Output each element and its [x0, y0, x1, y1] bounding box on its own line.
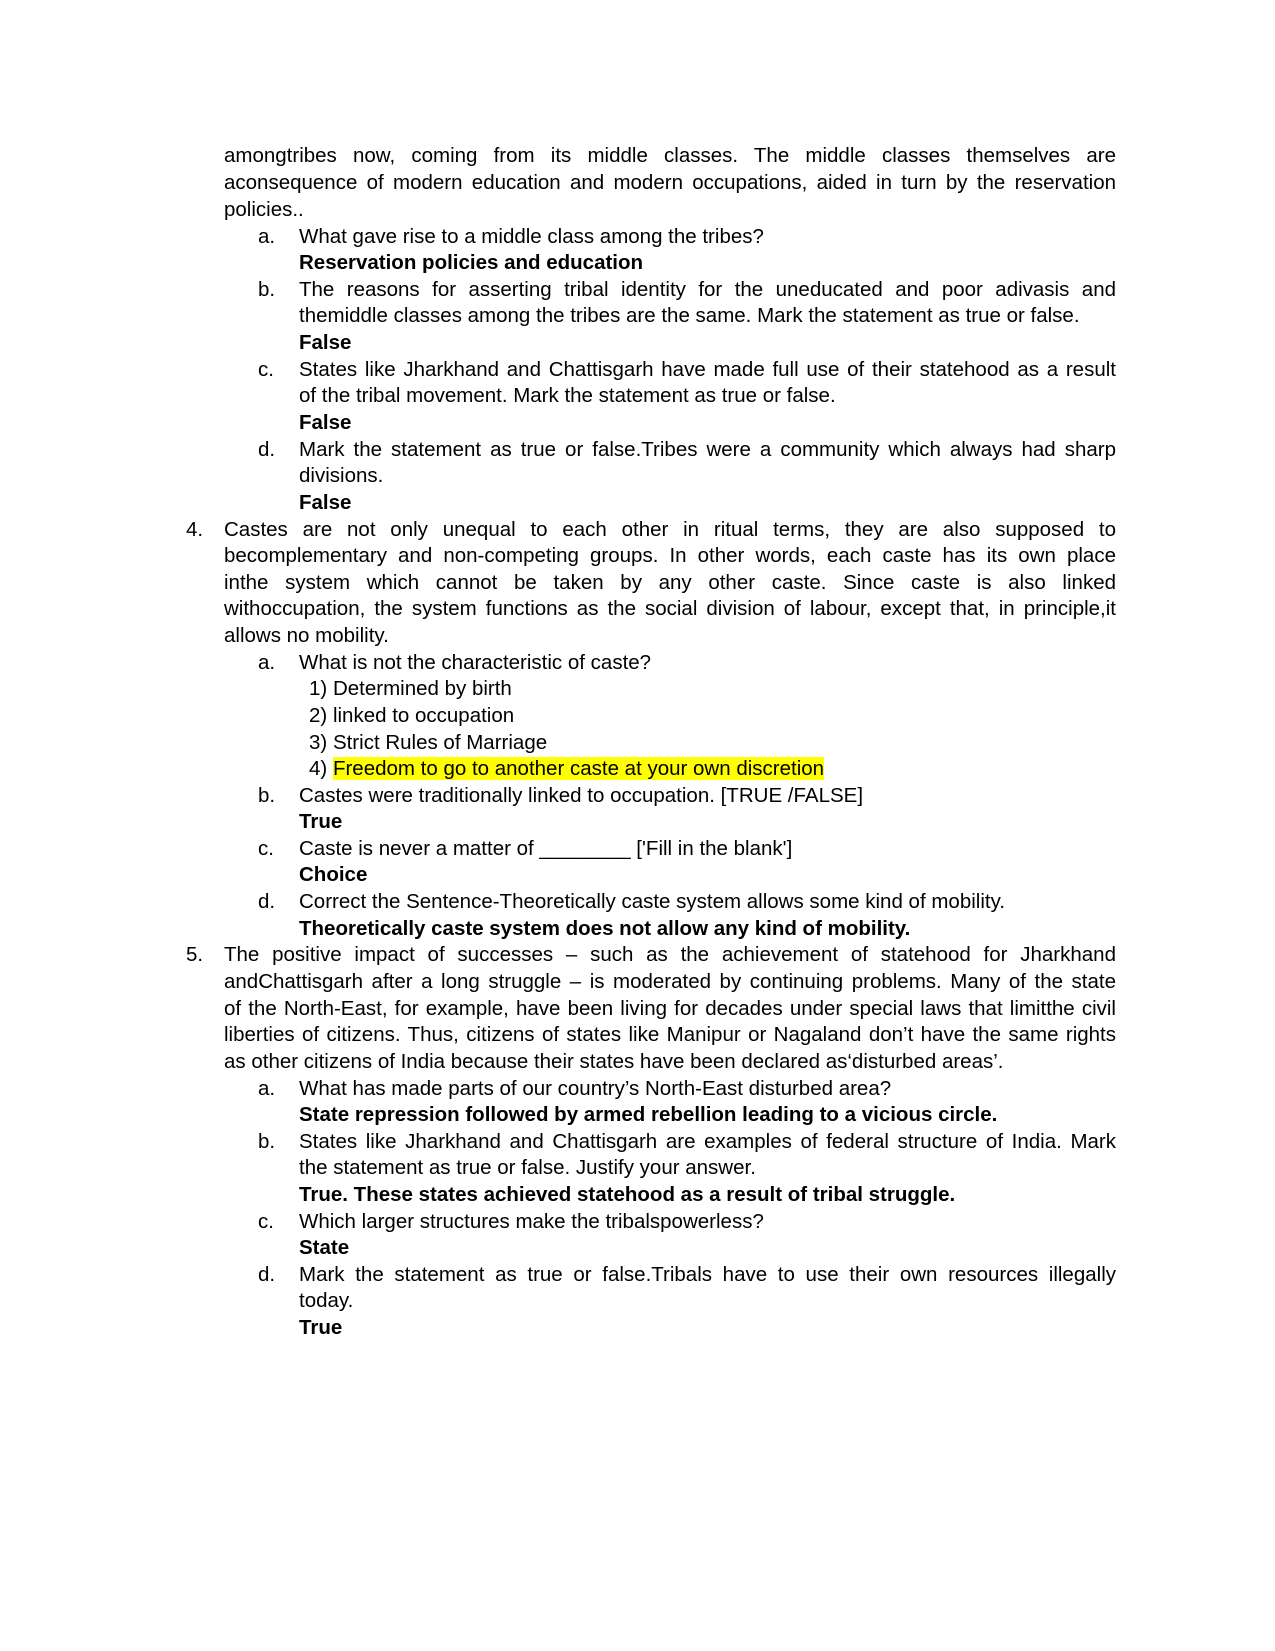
q4-b-marker: b. [258, 784, 276, 807]
q4-a-option-2 [309, 702, 514, 730]
intro-q-c-answer: False [299, 411, 352, 434]
q5-line-2: andChattisgarh after a long struggle – is moderated by continuing problems. Many of the state [224, 970, 1116, 993]
q4-line-2: becomplementary and non-competing groups. In other words, each caste has its own place [224, 544, 1116, 567]
q5-a-answer: State repression followed by armed rebellion leading to a vicious circle. [299, 1103, 998, 1126]
q5-c-answer: State [299, 1236, 350, 1259]
option-text: Strict Rules of Marriage [332, 731, 548, 754]
q4-a-option-3 [309, 729, 547, 757]
intro-q-c-marker: c. [258, 358, 274, 381]
q4-d-marker: d. [258, 890, 276, 913]
intro-q-a-answer: Reservation policies and education [299, 251, 644, 274]
option-number: 3) [309, 731, 328, 754]
intro-q-b-answer: False [299, 331, 352, 354]
intro-q-d-line-2: divisions. [299, 464, 384, 487]
q4-a-option-1 [309, 675, 512, 703]
intro-q-a-text: What gave rise to a middle class among the tribes? [299, 225, 764, 248]
option-text-highlighted: Freedom to go to another caste at your own discretion [332, 757, 825, 780]
q4-c-answer: Choice [299, 863, 368, 886]
q5-a-question: What has made parts of our country’s North-East disturbed area? [299, 1077, 892, 1100]
q5-b-line-1: States like Jharkhand and Chattisgarh are examples of federal structure of India. Mark [299, 1130, 1116, 1153]
intro-q-b-line-2: themiddle classes among the tribes are the same. Mark the statement as true or false. [299, 304, 1080, 327]
q4-number: 4. [186, 518, 204, 541]
q5-number: 5. [186, 943, 204, 966]
option-text: linked to occupation [332, 704, 515, 727]
q4-d-question: Correct the Sentence-Theoretically caste system allows some kind of mobility. [299, 890, 1006, 913]
option-text: Determined by birth [332, 677, 512, 700]
q5-b-line-2: the statement as true or false. Justify your answer. [299, 1156, 756, 1179]
option-number: 1) [309, 677, 328, 700]
q5-b-marker: b. [258, 1130, 276, 1153]
q5-c-marker: c. [258, 1210, 274, 1233]
q4-line-1: Castes are not only unequal to each other in ritual terms, they are also supposed to [224, 518, 1116, 541]
intro-line-2: aconsequence of modern education and modern occupations, aided in turn by the reservation [224, 171, 1116, 194]
option-number: 2) [309, 704, 328, 727]
q4-a-marker: a. [258, 651, 276, 674]
q4-c-question: Caste is never a matter of ________ ['Fill in the blank'] [299, 837, 793, 860]
q4-c-marker: c. [258, 837, 274, 860]
q5-d-line-1: Mark the statement as true or false.Tribals have to use their own resources illegally [299, 1263, 1116, 1286]
intro-q-b-marker: b. [258, 278, 276, 301]
q5-line-1: The positive impact of successes – such as the achievement of statehood for Jharkhand [224, 943, 1116, 966]
intro-q-d-answer: False [299, 491, 352, 514]
q5-d-line-2: today. [299, 1289, 354, 1312]
q5-d-answer: True [299, 1316, 343, 1339]
q5-line-5: as other citizens of India because their states have been declared as‘disturbed areas’. [224, 1050, 1004, 1073]
intro-q-c-line-1: States like Jharkhand and Chattisgarh have made full use of their statehood as a result [299, 358, 1116, 381]
intro-q-a-marker: a. [258, 225, 276, 248]
q5-a-marker: a. [258, 1077, 276, 1100]
q4-a-question: What is not the characteristic of caste? [299, 651, 652, 674]
intro-line-3: policies.. [224, 198, 304, 221]
q5-b-answer: True. These states achieved statehood as a result of tribal struggle. [299, 1183, 956, 1206]
q4-line-3: inthe system which cannot be taken by any other caste. Since caste is also linked [224, 571, 1116, 594]
q5-d-marker: d. [258, 1263, 276, 1286]
q5-line-4: liberties of citizens. Thus, citizens of states like Manipur or Nagaland don’t have the same rights [224, 1023, 1116, 1046]
intro-q-d-marker: d. [258, 438, 276, 461]
q4-b-question: Castes were traditionally linked to occupation. [TRUE /FALSE] [299, 784, 864, 807]
intro-line-1: amongtribes now, coming from its middle classes. The middle classes themselves are [224, 144, 1116, 167]
q4-a-option-4 [309, 755, 824, 783]
q4-line-4: withoccupation, the system functions as the social division of labour, except that, in principle,it [224, 597, 1116, 620]
q4-d-answer: Theoretically caste system does not allow any kind of mobility. [299, 917, 911, 940]
intro-q-b-line-1: The reasons for asserting tribal identity for the uneducated and poor adivasis and [299, 278, 1116, 301]
q4-b-answer: True [299, 810, 343, 833]
q5-line-3: of the North-East, for example, have been living for decades under special laws that limitthe civil [224, 997, 1116, 1020]
option-number: 4) [309, 757, 328, 780]
intro-q-d-line-1: Mark the statement as true or false.Tribes were a community which always had sharp [299, 438, 1116, 461]
q4-line-5: allows no mobility. [224, 624, 389, 647]
intro-q-c-line-2: of the tribal movement. Mark the statement as true or false. [299, 384, 836, 407]
q5-c-question: Which larger structures make the tribalspowerless? [299, 1210, 764, 1233]
